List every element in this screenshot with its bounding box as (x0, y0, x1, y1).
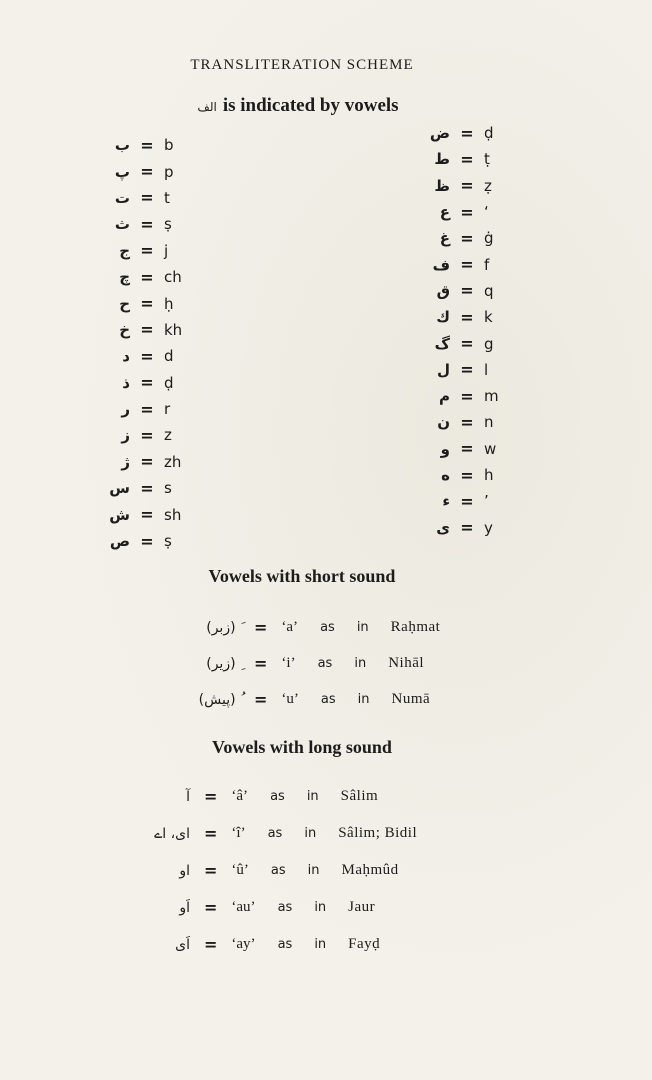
consonant-row (420, 146, 499, 172)
arabic-letter: غ (439, 229, 450, 248)
equals-sign: = (140, 346, 154, 366)
consonant-row (100, 370, 182, 396)
vowel-row (108, 787, 378, 806)
equals-sign: = (140, 162, 154, 182)
arabic-letter: ذ (122, 373, 130, 392)
vowel-symbol: َ (زبر) (206, 619, 240, 636)
latin-transliteration: b (164, 136, 174, 155)
consonant-row (100, 185, 182, 211)
as-word: as (267, 826, 283, 841)
arabic-letter: ظ (434, 176, 450, 195)
arabic-letter: ن (437, 413, 450, 432)
arabic-letter: ز (121, 426, 130, 445)
example-word: Nihāl (388, 655, 425, 671)
equals-sign: = (140, 214, 154, 234)
as-word: as (270, 789, 285, 804)
vowel-value: ‘û’ (231, 862, 249, 878)
equals-sign: = (254, 618, 268, 637)
arabic-letter: ی (436, 518, 450, 537)
consonant-row (420, 383, 499, 409)
vowel-value: ‘î’ (231, 825, 246, 841)
consonant-table-right (420, 120, 499, 541)
vowel-value: ‘â’ (231, 788, 249, 804)
arabic-letter: ط (434, 150, 450, 169)
equals-sign: = (140, 320, 154, 340)
equals-sign: = (140, 505, 154, 525)
equals-sign: = (140, 373, 154, 393)
latin-transliteration: zh (164, 452, 182, 471)
latin-transliteration: ṣ (164, 215, 172, 234)
latin-transliteration: ḥ (164, 294, 174, 313)
vowel-symbol: او (179, 862, 190, 879)
latin-transliteration: ḍ (484, 124, 494, 143)
as-word: as (277, 900, 293, 915)
latin-transliteration: p (164, 162, 174, 181)
vowel-value: ‘a’ (281, 619, 299, 635)
equals-sign: = (140, 135, 154, 155)
equals-sign: = (460, 228, 474, 248)
consonant-row (420, 514, 499, 540)
equals-sign: = (254, 654, 268, 673)
arabic-letter: ح (119, 294, 130, 313)
equals-sign: = (140, 478, 154, 498)
latin-transliteration: sh (164, 505, 182, 524)
in-word: in (314, 900, 327, 915)
equals-sign: = (460, 465, 474, 485)
arabic-letter: ب (114, 136, 130, 155)
equals-sign: = (460, 281, 474, 301)
in-word: in (306, 789, 319, 804)
consonant-row (100, 132, 182, 158)
long-vowels-heading: Vowels with long sound (212, 737, 392, 757)
vowel-row (148, 618, 440, 637)
latin-transliteration: ‘ (484, 203, 489, 222)
arabic-letter: س (109, 479, 130, 498)
vowel-symbol: ُ (پیش) (198, 691, 240, 708)
example-word: Sâlim (340, 788, 379, 804)
consonant-row (100, 501, 182, 527)
consonant-row (100, 475, 182, 501)
latin-transliteration: ṭ (484, 150, 490, 169)
equals-sign: = (460, 176, 474, 196)
example-word: Raḥmat (390, 619, 441, 635)
consonant-row (100, 449, 182, 475)
latin-transliteration: kh (164, 320, 183, 339)
equals-sign: = (140, 188, 154, 208)
consonant-row (420, 120, 499, 146)
consonant-row (420, 357, 499, 383)
latin-transliteration: ẓ (484, 176, 492, 195)
consonant-row (420, 304, 499, 330)
arabic-letter: ع (439, 203, 450, 222)
arabic-letter: ش (109, 505, 130, 524)
latin-transliteration: ṣ (164, 532, 172, 551)
vowel-row (108, 935, 380, 954)
latin-transliteration: ’ (484, 492, 489, 511)
consonant-row (100, 422, 182, 448)
equals-sign: = (460, 491, 474, 511)
consonant-row (100, 264, 182, 290)
arabic-letter: گ (434, 334, 450, 353)
latin-transliteration: d (164, 347, 174, 366)
equals-sign: = (460, 412, 474, 432)
in-word: in (356, 620, 369, 635)
equals-sign: = (204, 935, 218, 954)
in-word: in (304, 826, 317, 841)
vowel-row (108, 898, 375, 917)
vowel-row (148, 690, 430, 709)
equals-sign: = (460, 334, 474, 354)
equals-sign: = (140, 399, 154, 419)
consonant-row (420, 409, 499, 435)
consonant-row (420, 278, 499, 304)
vowel-value: ‘ay’ (231, 936, 256, 952)
consonant-row (420, 330, 499, 356)
alif-arabic: الف (197, 100, 217, 114)
arabic-letter: خ (119, 320, 130, 339)
equals-sign: = (460, 518, 474, 538)
arabic-letter: ك (436, 308, 450, 327)
consonant-row (420, 173, 499, 199)
vowel-value: ‘i’ (281, 655, 296, 671)
consonant-row (420, 225, 499, 251)
equals-sign: = (460, 439, 474, 459)
equals-sign: = (204, 898, 218, 917)
latin-transliteration: q (484, 281, 494, 300)
vowel-row (108, 824, 417, 843)
arabic-letter: ث (114, 215, 130, 234)
as-word: as (317, 656, 333, 671)
vowel-symbol: ِ (زیر) (206, 655, 240, 672)
latin-transliteration: r (164, 400, 171, 419)
consonant-row (100, 396, 182, 422)
consonant-row (420, 199, 499, 225)
arabic-letter: ج (119, 241, 130, 260)
in-word: in (357, 692, 370, 707)
arabic-letter: پ (114, 162, 130, 181)
as-word: as (320, 692, 336, 707)
vowel-value: ‘u’ (281, 691, 299, 707)
consonant-row (100, 158, 182, 184)
arabic-letter: م (439, 387, 450, 406)
arabic-letter: ه (441, 466, 450, 484)
latin-transliteration: g (484, 334, 494, 353)
consonant-row (100, 317, 182, 343)
latin-transliteration: t (164, 188, 170, 207)
example-word: Numā (391, 691, 431, 707)
page-title: TRANSLITERATION SCHEME (190, 57, 414, 73)
equals-sign: = (460, 202, 474, 222)
consonant-row (100, 211, 182, 237)
latin-transliteration: k (484, 308, 493, 327)
vowel-symbol: آ (186, 788, 190, 805)
consonant-row (100, 238, 182, 264)
arabic-letter: ل (436, 360, 450, 379)
arabic-letter: ق (436, 281, 450, 300)
latin-transliteration: m (484, 387, 499, 406)
equals-sign: = (460, 307, 474, 327)
latin-transliteration: y (484, 518, 493, 537)
equals-sign: = (204, 787, 218, 806)
vowel-value: ‘au’ (231, 899, 256, 915)
in-word: in (354, 656, 367, 671)
arabic-letter: چ (119, 268, 130, 287)
consonant-row (100, 290, 182, 316)
arabic-letter: د (122, 347, 130, 366)
in-word: in (307, 863, 320, 878)
equals-sign: = (460, 360, 474, 380)
vowel-row (108, 861, 399, 880)
equals-sign: = (254, 690, 268, 709)
consonant-row (420, 462, 499, 488)
consonant-row (420, 436, 499, 462)
equals-sign: = (460, 255, 474, 275)
equals-sign: = (140, 531, 154, 551)
example-word: Sâlim; Bidil (338, 825, 418, 841)
vowel-symbol: ای، اے (154, 825, 190, 842)
arabic-letter: ض (429, 124, 450, 143)
arabic-letter: ر (121, 400, 130, 419)
vowel-symbol: اَو (179, 899, 190, 916)
latin-transliteration: f (484, 255, 490, 274)
arabic-letter: ژ (121, 452, 130, 471)
latin-transliteration: w (484, 439, 497, 458)
latin-transliteration: j (164, 241, 169, 260)
equals-sign: = (140, 241, 154, 261)
as-word: as (320, 620, 335, 635)
latin-transliteration: h (484, 466, 494, 484)
equals-sign: = (140, 267, 154, 287)
consonant-row (420, 251, 499, 277)
consonant-row (420, 488, 499, 514)
equals-sign: = (204, 861, 218, 880)
arabic-letter: ت (114, 188, 130, 207)
equals-sign: = (204, 824, 218, 843)
as-word: as (270, 863, 286, 878)
consonant-row (100, 528, 182, 554)
equals-sign: = (140, 452, 154, 472)
arabic-letter: ء (442, 492, 450, 511)
as-word: as (277, 937, 293, 952)
equals-sign: = (460, 149, 474, 169)
equals-sign: = (460, 123, 474, 143)
short-vowels-heading: Vowels with short sound (208, 566, 396, 586)
in-word: in (314, 937, 327, 952)
arabic-letter: و (440, 439, 450, 458)
equals-sign: = (140, 294, 154, 314)
latin-transliteration: ġ (484, 229, 494, 248)
latin-transliteration: n (484, 413, 494, 432)
example-word: Jaur (348, 899, 376, 915)
vowel-symbol: اَی (175, 936, 190, 953)
arabic-letter: ف (432, 255, 450, 274)
alif-note (0, 95, 596, 117)
latin-transliteration: ch (164, 268, 182, 287)
example-word: Fayḍ (348, 936, 381, 952)
example-word: Maḥmûd (341, 862, 399, 878)
latin-transliteration: l (484, 360, 489, 379)
latin-transliteration: s (164, 479, 172, 498)
vowel-row (148, 654, 424, 673)
equals-sign: = (140, 425, 154, 445)
latin-transliteration: ḍ (164, 373, 174, 392)
equals-sign: = (460, 386, 474, 406)
latin-transliteration: z (164, 426, 172, 445)
alif-note-text: is indicated by vowels (222, 95, 399, 116)
consonant-table-left (100, 132, 182, 554)
arabic-letter: ص (109, 532, 130, 551)
consonant-row (100, 343, 182, 369)
